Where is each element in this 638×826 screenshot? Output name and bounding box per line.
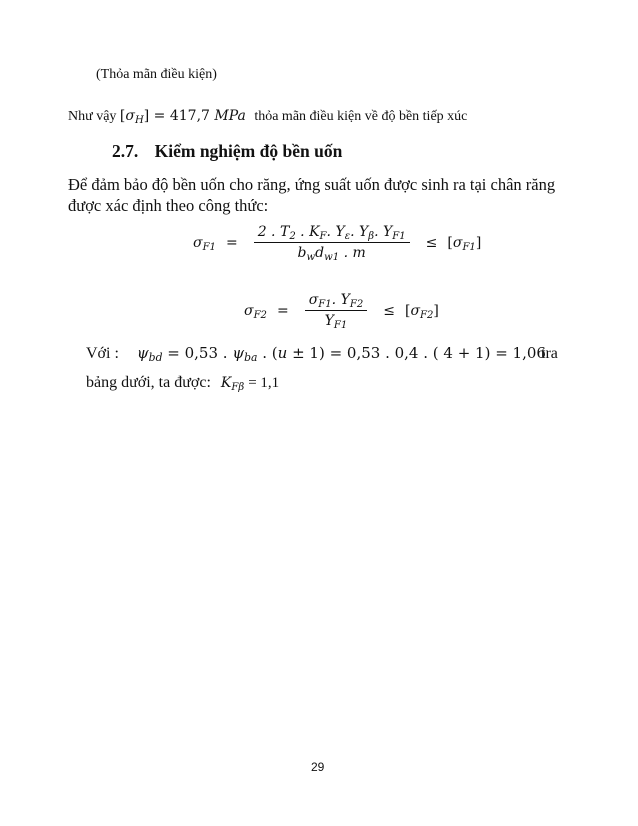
formula-sigma-f1: $\sigma_{F1}$ = $\frac{2 . T_2 . K_F. Y_\varepsilon. Y_\beta. Y_{F1}}{b_wd_{w1} . m}$ ≤ $[\sigma_{F1}]$	[193, 224, 482, 263]
conclusion-text: thỏa mãn điều kiện về độ bền tiếp xúc	[254, 109, 468, 124]
table-line	[86, 374, 279, 392]
conclusion-prefix: Như vậy	[68, 109, 117, 124]
conclusion-value: = 417,7	[153, 108, 210, 124]
formula-sigma-f2: $\sigma_{F2}$ = $\frac{\sigma_{F1}. Y_{F2}}{Y_{F1}}$ ≤ $[\sigma_{F2}]$	[244, 292, 439, 331]
sigma-h-symbol: $[\sigma_H] = 417,7$ MPa	[119, 108, 246, 126]
section-number: 2.7.	[112, 141, 139, 161]
k-f-beta-value: = 1,1	[248, 375, 280, 391]
paragraph-line-1: Để đảm bảo độ bền uốn cho răng, ứng suất uốn được sinh ra tại chân răng	[68, 175, 556, 194]
condition-note: (Thỏa mãn điều kiện)	[96, 67, 217, 82]
section-title: Kiểm nghiệm độ bền uốn	[154, 141, 343, 161]
page-number: 29	[311, 760, 325, 774]
conclusion-unit: MPa	[214, 108, 246, 124]
psi-line	[86, 344, 546, 363]
conclusion-line	[68, 108, 467, 125]
paragraph-line-2: được xác định theo công thức:	[68, 196, 269, 215]
section-heading	[112, 141, 342, 162]
psi-formula: $\psi_{bd} = 0,53$ . $\psi_{ba}$ . (u ± 1) = 0,53 . 0,4 . ( 4 + 1) = 1,06	[136, 344, 546, 365]
tra-word: tra	[541, 345, 558, 362]
with-label: Với :	[86, 345, 119, 362]
table-line-text: bảng dưới, ta được:	[86, 374, 211, 391]
k-f-beta-symbol: $K_{F\beta}$	[220, 375, 245, 393]
